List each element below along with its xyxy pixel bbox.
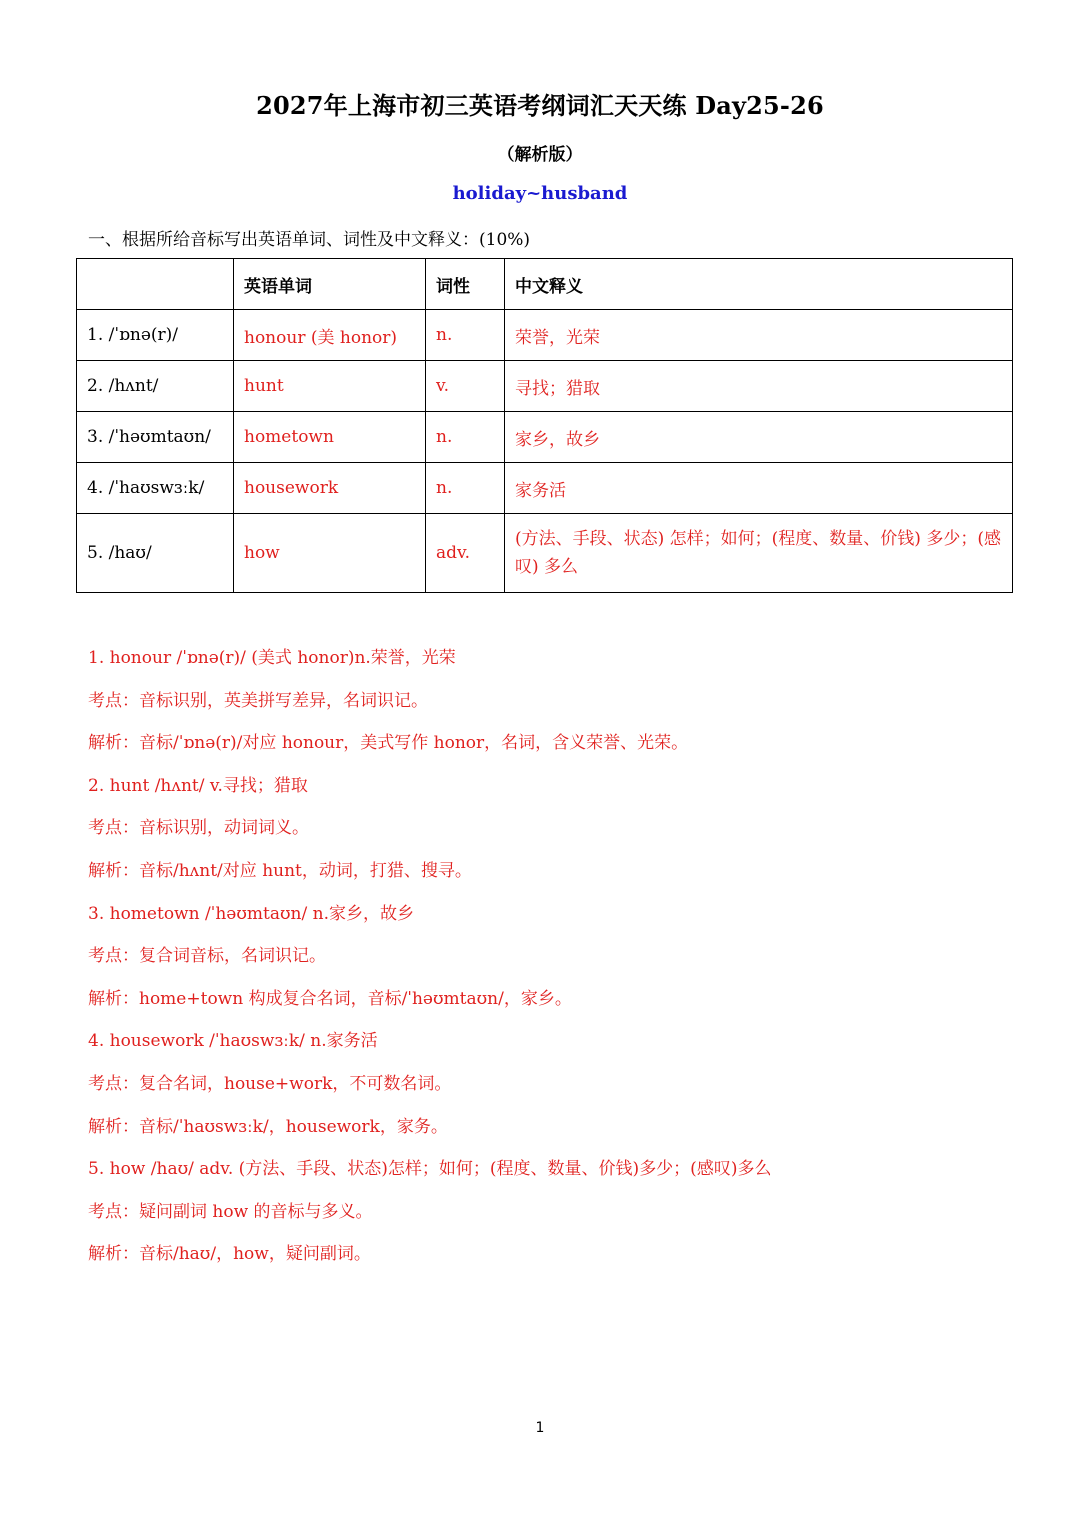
table-row: [77, 514, 1013, 593]
word-cell: how: [234, 514, 426, 593]
table-row: [77, 412, 1013, 463]
meaning-cell: (方法、手段、状态) 怎样；如何；(程度、数量、价钱) 多少；(感叹) 多么: [505, 514, 1013, 593]
answer-entry: 4. housework /ˈhaʊswɜːk/ n.家务活: [88, 1031, 378, 1052]
answer-point: 考点：疑问副词 how 的音标与多义。: [88, 1201, 373, 1222]
pos-cell: v.: [426, 361, 505, 412]
table-row: [77, 361, 1013, 412]
answer-point: 考点：音标识别，动词词义。: [88, 818, 309, 839]
page-title: 2027年上海市初三英语考纲词汇天天练 Day25-26: [256, 91, 824, 120]
answer-entry: 1. honour /ˈɒnə(r)/ (美式 honor)n.荣誉，光荣: [88, 648, 456, 668]
header-cell-pos: 词性: [426, 259, 505, 310]
word-range: holiday~husband: [452, 183, 628, 204]
phonetic-cell: 5. /haʊ/: [77, 514, 234, 593]
word-cell: hometown: [234, 412, 426, 463]
meaning-cell: 荣誉，光荣: [505, 310, 1013, 361]
section-heading: 一、根据所给音标写出英语单词、词性及中文释义：(10%): [88, 230, 531, 250]
vocab-table: [76, 258, 1013, 593]
answer-explanations: [88, 644, 1028, 1283]
answer-entry: 5. how /haʊ/ adv. (方法、手段、状态)怎样；如何；(程度、数量、价钱)多少；(感叹)多么: [88, 1159, 772, 1180]
answer-analysis: 解析：音标/ˈhaʊswɜːk/，housework，家务。: [88, 1116, 448, 1137]
table-row: [77, 310, 1013, 361]
pos-cell: n.: [426, 310, 505, 361]
answer-entry: 2. hunt /hʌnt/ v.寻找；猎取: [88, 775, 308, 796]
header-cell-phonetic: [77, 259, 234, 310]
pos-cell: n.: [426, 463, 505, 514]
pos-cell: n.: [426, 412, 505, 463]
header-cell-meaning: 中文释义: [505, 259, 1013, 310]
meaning-cell: 家务活: [505, 463, 1013, 514]
answer-analysis: 解析：音标/ˈɒnə(r)/对应 honour，美式写作 honor，名词，含义荣誉、光荣。: [88, 733, 689, 754]
phonetic-cell: 3. /ˈhəʊmtaʊn/: [77, 412, 234, 463]
answer-analysis: 解析：音标/hʌnt/对应 hunt，动词，打猎、搜寻。: [88, 860, 472, 881]
word-cell: hunt: [234, 361, 426, 412]
meaning-cell: 家乡，故乡: [505, 412, 1013, 463]
phonetic-cell: 4. /ˈhaʊswɜːk/: [77, 463, 234, 514]
answer-analysis: 解析：home+town 构成复合名词，音标/ˈhəʊmtaʊn/，家乡。: [88, 988, 572, 1009]
answer-point: 考点：复合名词，house+work，不可数名词。: [88, 1073, 452, 1094]
phonetic-cell: 2. /hʌnt/: [77, 361, 234, 412]
page-number: 1: [535, 1420, 545, 1436]
answer-point: 考点：复合词音标，名词识记。: [88, 946, 326, 967]
answer-entry: 3. hometown /ˈhəʊmtaʊn/ n.家乡，故乡: [88, 903, 414, 924]
header-cell-word: 英语单词: [234, 259, 426, 310]
answer-point: 考点：音标识别，英美拼写差异，名词识记。: [88, 690, 428, 711]
pos-cell: adv.: [426, 514, 505, 593]
answer-analysis: 解析：音标/haʊ/，how，疑问副词。: [88, 1244, 371, 1265]
page-subtitle: （解析版）: [497, 145, 583, 165]
table-row: [77, 463, 1013, 514]
table-header-row: [77, 259, 1013, 310]
word-cell: housework: [234, 463, 426, 514]
phonetic-cell: 1. /ˈɒnə(r)/: [77, 310, 234, 361]
word-cell: honour (美 honor): [234, 310, 426, 361]
meaning-cell: 寻找；猎取: [505, 361, 1013, 412]
